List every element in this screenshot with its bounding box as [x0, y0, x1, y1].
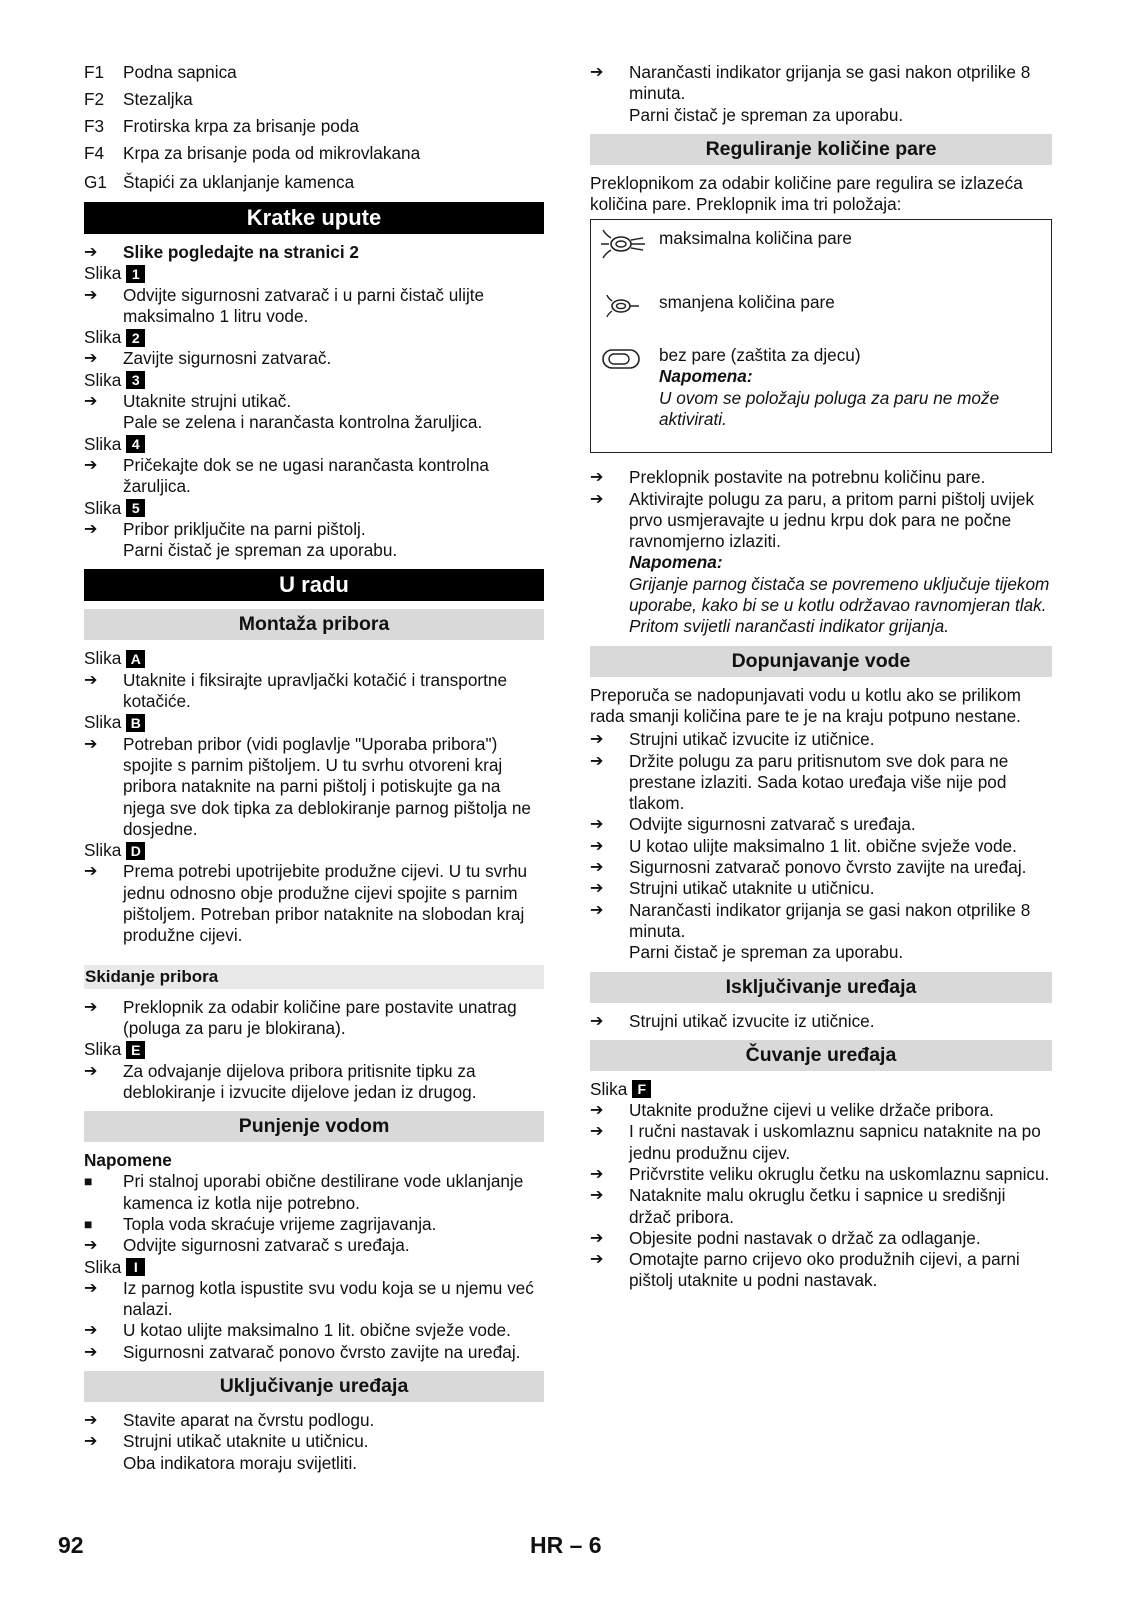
- square-bullet-icon: ■: [84, 1173, 93, 1190]
- step-text: Držite polugu za paru pritisnutom sve dok para ne prestane izlaziti. Sada kotao uređaja više nije pod tlakom.: [629, 750, 1009, 814]
- arrow-icon: ➔: [590, 1251, 604, 1269]
- step-text: Sigurnosni zatvarač ponovo čvrsto zavijte na uređaj.: [629, 857, 1027, 878]
- step-text: Omotajte parno crijevo oko produžnih cijevi, a parni pištolj utaknite u podni nastavak.: [629, 1249, 1020, 1291]
- step-text: Objesite podni nastavak o držač za odlaganje.: [629, 1227, 981, 1248]
- figure-ref: [84, 498, 544, 519]
- figure-label: Slika: [84, 1039, 122, 1060]
- subsection-title-dopunjavanje: Dopunjavanje vode: [590, 646, 1052, 677]
- step: [84, 1342, 544, 1363]
- arrow-icon: ➔: [84, 735, 98, 753]
- bullet-text: Topla voda skraćuje vrijeme zagrijavanja.: [123, 1213, 437, 1234]
- figure-label: Slika: [84, 369, 122, 390]
- section-page-label: HR – 6: [530, 1532, 602, 1558]
- step-text: Utaknite produžne cijevi u velike držače pribora.: [629, 1100, 994, 1121]
- figure-badge: B: [126, 714, 145, 732]
- arrow-icon: ➔: [590, 469, 604, 487]
- step: [590, 900, 1052, 943]
- step: [84, 734, 544, 840]
- step: [84, 1278, 544, 1321]
- arrow-icon: ➔: [590, 490, 604, 508]
- bullet-text: Pri stalnoj uporabi obične destilirane vode uklanjanje kamenca iz kotla nije potrebno.: [123, 1171, 524, 1213]
- steam-setting-row: [599, 345, 1043, 430]
- legend-text: Frotirska krpa za brisanje poda: [123, 116, 359, 136]
- arrow-icon: ➔: [84, 1062, 98, 1080]
- legend-code: F2: [84, 89, 105, 109]
- arrow-icon: ➔: [84, 1343, 98, 1361]
- legend-code: F1: [84, 62, 105, 82]
- step-continuation: Parni čistač je spreman za uporabu.: [123, 540, 398, 561]
- figure-badge: D: [126, 842, 145, 860]
- legend-text: Stezaljka: [123, 89, 193, 109]
- arrow-icon: ➔: [590, 1102, 604, 1120]
- arrow-icon: ➔: [590, 1123, 604, 1141]
- arrow-icon: ➔: [84, 1237, 98, 1255]
- figure-ref: [84, 327, 544, 348]
- step: [590, 62, 1052, 105]
- step-text: Aktivirajte polugu za paru, a pritom parni pištolj uvijek prvo usmjeravajte u jednu krpu dok para ne počne ravnomjerno izlaziti.: [629, 488, 1035, 552]
- bullet-item: [84, 1171, 544, 1214]
- left-column: [84, 62, 544, 1474]
- step-text: Pričvrstite veliku okruglu četku na uskomlaznu sapnicu.: [629, 1163, 1050, 1184]
- arrow-icon: ➔: [84, 286, 98, 304]
- bullet-item: [84, 1214, 544, 1235]
- step-text: Odvijte sigurnosni zatvarač s uređaja.: [123, 1235, 410, 1256]
- step: [590, 1121, 1052, 1164]
- figure-ref: [84, 1257, 544, 1278]
- step-text: Stavite aparat na čvrstu podlogu.: [123, 1410, 375, 1431]
- step: [590, 857, 1052, 878]
- figure-badge: E: [126, 1041, 145, 1059]
- section-title-kratke-upute: Kratke upute: [84, 202, 544, 234]
- figure-badge: 4: [126, 435, 145, 453]
- step-continuation: Parni čistač je spreman za uporabu.: [629, 104, 904, 125]
- arrow-icon: ➔: [590, 731, 604, 749]
- step-text: Utaknite strujni utikač.: [123, 391, 292, 412]
- figure-ref: [84, 712, 544, 733]
- arrow-icon: ➔: [590, 1229, 604, 1247]
- max-steam-icon: [599, 228, 659, 265]
- steam-settings-table: [590, 219, 1052, 453]
- paragraph: Preklopnikom za odabir količine pare regulira se izlazeća količina pare. Preklopnik ima tri položaja:: [590, 172, 1023, 215]
- step-text: Sigurnosni zatvarač ponovo čvrsto zavijte na uređaj.: [123, 1341, 521, 1362]
- step-text: Prema potrebi upotrijebite produžne cijevi. U tu svrhu jednu odnosno obje produžne cijevi spojite s parnim pištoljem. Potreban pribor nataknite na slobodan kraj produžne cijevi.: [123, 861, 528, 946]
- figure-badge: 1: [126, 265, 145, 283]
- arrow-icon: ➔: [84, 1433, 98, 1451]
- step-text: Narančasti indikator grijanja se gasi nakon otprilike 8 minuta.: [629, 62, 1031, 104]
- step: [84, 1410, 544, 1431]
- arrow-icon: ➔: [590, 64, 604, 81]
- legend-item: [84, 172, 544, 194]
- figure-label: Slika: [84, 1256, 122, 1277]
- no-steam-child-lock-icon: [599, 345, 659, 430]
- step: [590, 489, 1052, 638]
- step-text: Strujni utikač utaknite u utičnicu.: [123, 1431, 369, 1452]
- subsection-title-montaza: Montaža pribora: [84, 609, 544, 640]
- step-text: Odvijte sigurnosni zatvarač s uređaja.: [629, 814, 916, 835]
- step-text: U kotao ulijte maksimalno 1 lit. obične svježe vode.: [123, 1320, 511, 1341]
- arrow-icon: ➔: [84, 1322, 98, 1340]
- step-text: Pričekajte dok se ne ugasi narančasta kontrolna žaruljica.: [123, 454, 489, 497]
- step-text: Iz parnog kotla ispustite svu vodu koja se u njemu već nalazi.: [123, 1277, 534, 1320]
- arrow-icon: ➔: [590, 859, 604, 877]
- step-text: Strujni utikač izvucite iz utičnice.: [629, 729, 875, 750]
- step-text: U kotao ulijte maksimalno 1 lit. obične svježe vode.: [629, 835, 1017, 856]
- figure-label: Slika: [84, 712, 122, 733]
- legend-item: [84, 116, 544, 138]
- legend-item: [84, 89, 544, 111]
- legend-text: Podna sapnica: [123, 62, 237, 82]
- arrow-icon: ➔: [84, 456, 98, 474]
- step: [84, 1320, 544, 1341]
- steam-setting-text: smanjena količina pare: [659, 291, 835, 312]
- step: [590, 1100, 1052, 1121]
- step: [84, 1061, 544, 1104]
- step: [84, 348, 544, 369]
- steam-setting-body: [659, 345, 1043, 430]
- step: [84, 242, 544, 263]
- arrow-icon: ➔: [590, 1165, 604, 1183]
- step-text: Potreban pribor (vidi poglavlje "Uporaba pribora") spojite s parnim pištoljem. U tu svrhu otvoreni kraj pribora nataknite na parni pištolj i potiskujte ga na njega sve dok tipka za deblokiranje parnog pištolja ne dosjedne.: [123, 733, 531, 839]
- step: [84, 1235, 544, 1256]
- step-text: Narančasti indikator grijanja se gasi nakon otprilike 8 minuta.: [629, 899, 1031, 941]
- step: [84, 670, 544, 713]
- step: [84, 519, 544, 540]
- step-text: Preklopnik postavite na potrebnu količinu pare.: [629, 467, 986, 488]
- figure-ref: [590, 1079, 1052, 1100]
- arrow-icon: ➔: [84, 998, 98, 1016]
- figure-ref: [84, 1039, 544, 1060]
- figure-badge: 2: [126, 329, 145, 347]
- figure-ref: [84, 434, 544, 455]
- step: [84, 861, 544, 946]
- arrow-icon: ➔: [84, 393, 98, 411]
- step: [84, 1431, 544, 1452]
- figure-badge: F: [632, 1080, 651, 1098]
- step: [590, 1011, 1052, 1032]
- step: [84, 455, 544, 498]
- figure-badge: 5: [126, 499, 145, 517]
- step: [590, 751, 1052, 815]
- figure-label: Slika: [84, 840, 122, 861]
- step-body: [629, 489, 1052, 638]
- right-column: [590, 62, 1052, 1292]
- figure-label: Slika: [590, 1078, 628, 1099]
- step: [590, 1164, 1052, 1185]
- page-number: 92: [58, 1532, 84, 1558]
- arrow-icon: ➔: [84, 520, 98, 538]
- legend-code: F4: [84, 143, 105, 163]
- note-text: Grijanje parnog čistača se povremeno uključuje tijekom uporabe, kako bi se u kotlu održavao ravnomjeran tlak. Pritom svijetli narančasti indikator grijanja.: [629, 573, 1050, 637]
- step-text: Pribor priključite na parni pištolj.: [123, 518, 366, 539]
- subsection-title-reguliranje: Reguliranje količine pare: [590, 134, 1052, 165]
- arrow-icon: ➔: [590, 752, 604, 770]
- subsection-title-ukljucivanje: Uključivanje uređaja: [84, 1371, 544, 1402]
- step-text: Za odvajanje dijelova pribora pritisnite tipku za deblokiranje i izvucite dijelove jedan iz drugog.: [123, 1060, 477, 1102]
- legend-text: Štapići za uklanjanje kamenca: [123, 172, 355, 192]
- step: [590, 467, 1052, 488]
- steam-setting-row: [599, 228, 1043, 265]
- legend-item: [84, 143, 544, 165]
- arrow-icon: ➔: [590, 1012, 604, 1030]
- arrow-icon: ➔: [590, 880, 604, 898]
- step-continuation: Parni čistač je spreman za uporabu.: [629, 942, 904, 963]
- note-label: Napomena:: [659, 366, 753, 387]
- step: [590, 729, 1052, 750]
- step: [84, 997, 544, 1040]
- reduced-steam-icon: [599, 292, 659, 325]
- legend-item: [84, 62, 544, 84]
- step-text: Slike pogledajte na stranici 2: [123, 242, 359, 262]
- figure-badge: I: [126, 1258, 145, 1276]
- subsection-title-punjenje: Punjenje vodom: [84, 1111, 544, 1142]
- square-bullet-icon: ■: [84, 1215, 93, 1232]
- figure-label: Slika: [84, 263, 122, 284]
- steam-setting-row: [599, 292, 1043, 325]
- arrow-icon: ➔: [590, 1187, 604, 1205]
- step: [590, 1249, 1052, 1292]
- arrow-icon: ➔: [84, 1279, 98, 1297]
- arrow-icon: ➔: [590, 816, 604, 834]
- step-text: Odvijte sigurnosni zatvarač i u parni čistač ulijte maksimalno 1 litru vode.: [123, 284, 485, 326]
- step-text: Strujni utikač izvucite iz utičnice.: [629, 1010, 875, 1031]
- figure-label: Slika: [84, 648, 122, 669]
- figure-label: Slika: [84, 327, 122, 348]
- step: [590, 836, 1052, 857]
- figure-ref: [84, 840, 544, 861]
- arrow-icon: ➔: [84, 244, 98, 261]
- step-text: Strujni utikač utaknite u utičnicu.: [629, 878, 875, 899]
- paragraph: Preporuča se nadopunjavati vodu u kotlu ako se prilikom rada smanji količina pare te je na kraju potpuno nestane.: [590, 684, 1021, 726]
- arrow-icon: ➔: [84, 671, 98, 689]
- figure-badge: 3: [126, 371, 145, 389]
- subsection-title-cuvanje: Čuvanje uređaja: [590, 1040, 1052, 1071]
- step-text: Zavijte sigurnosni zatvarač.: [123, 348, 332, 369]
- step: [590, 878, 1052, 899]
- arrow-icon: ➔: [84, 350, 98, 368]
- note-label: Napomena:: [629, 552, 723, 573]
- legend-text: Krpa za brisanje poda od mikrovlakana: [123, 143, 421, 163]
- step-text: I ručni nastavak i uskomlaznu sapnicu nataknite na po jednu produžnu cijev.: [629, 1121, 1041, 1163]
- figure-ref: [84, 648, 544, 669]
- figure-badge: A: [126, 650, 145, 668]
- arrow-icon: ➔: [84, 1412, 98, 1430]
- step-continuation: Pale se zelena i narančasta kontrolna žaruljica.: [123, 412, 483, 433]
- figure-ref: [84, 263, 544, 284]
- figure-label: Slika: [84, 433, 122, 454]
- step: [590, 1228, 1052, 1249]
- step-text: Utaknite i fiksirajte upravljački kotačić i transportne kotačiće.: [123, 669, 508, 712]
- note-text: U ovom se položaju poluga za paru ne može aktivirati.: [659, 387, 1000, 429]
- step: [84, 391, 544, 412]
- step: [590, 814, 1052, 835]
- figure-ref: [84, 370, 544, 391]
- subsection-title-iskljucivanje: Isključivanje uređaja: [590, 972, 1052, 1003]
- figure-label: Slika: [84, 497, 122, 518]
- legend-code: F3: [84, 116, 105, 136]
- step-text: Nataknite malu okruglu četku i sapnice u središnji držač pribora.: [629, 1185, 1006, 1227]
- steam-setting-text: maksimalna količina pare: [659, 228, 852, 249]
- step-continuation: Oba indikatora moraju svijetliti.: [123, 1452, 358, 1473]
- arrow-icon: ➔: [590, 837, 604, 855]
- steam-setting-text: bez pare (zaštita za djecu): [659, 345, 861, 366]
- arrow-icon: ➔: [590, 901, 604, 919]
- subsection-title-skidanje: Skidanje pribora: [84, 965, 544, 989]
- step: [590, 1185, 1052, 1228]
- step: [84, 285, 544, 328]
- arrow-icon: ➔: [84, 863, 98, 881]
- notes-heading: Napomene: [84, 1150, 172, 1171]
- legend-code: G1: [84, 172, 107, 192]
- step-text: Preklopnik za odabir količine pare postavite unatrag (poluga za paru je blokirana).: [123, 996, 517, 1038]
- section-title-u-radu: U radu: [84, 569, 544, 601]
